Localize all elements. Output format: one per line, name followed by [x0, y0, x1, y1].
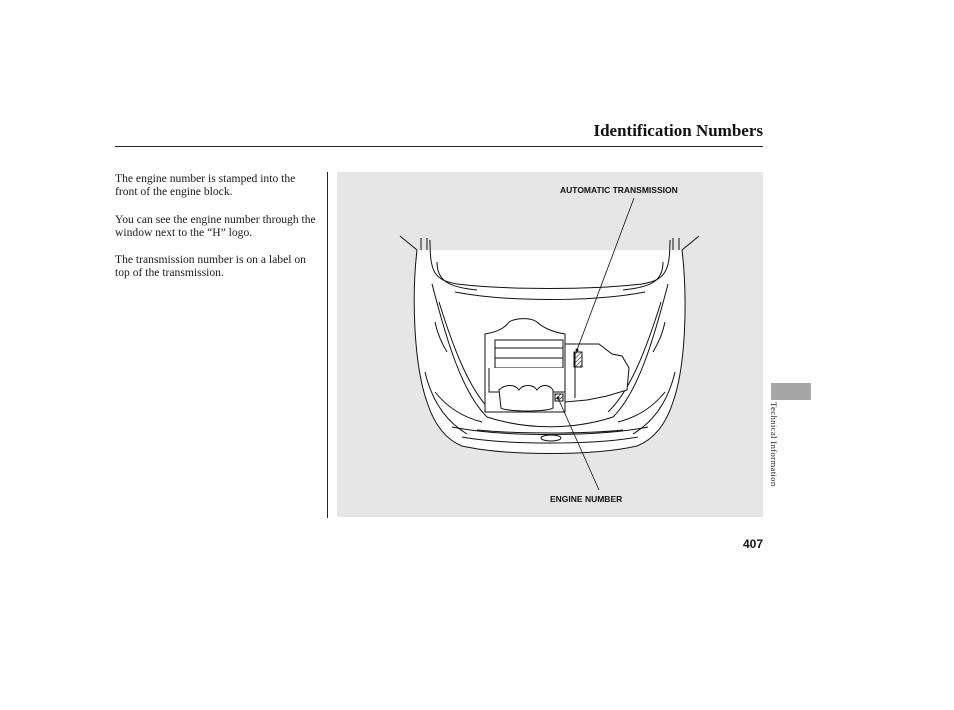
- column-divider: [327, 172, 328, 518]
- transmission-label-marker: [574, 352, 582, 367]
- page-number: 407: [742, 537, 763, 551]
- callout-automatic-transmission: AUTOMATIC TRANSMISSION: [560, 185, 678, 195]
- section-label: Technical Information: [769, 402, 779, 487]
- section-tab: [771, 383, 811, 400]
- body-text-column: [115, 172, 320, 294]
- paragraph-transmission-label: The transmission number is on a label on top of the transmission.: [115, 253, 306, 280]
- car-front-illustration: [337, 172, 763, 517]
- engine-compartment-figure: [337, 172, 763, 517]
- page-title: Identification Numbers: [593, 121, 763, 140]
- paragraph-engine-stamp: The engine number is stamped into the front of the engine block.: [115, 172, 296, 199]
- callout-engine-number: ENGINE NUMBER: [550, 494, 623, 504]
- paragraph-engine-window: You can see the engine number through the window next to the “H” logo.: [115, 212, 316, 239]
- title-rule: [115, 146, 763, 147]
